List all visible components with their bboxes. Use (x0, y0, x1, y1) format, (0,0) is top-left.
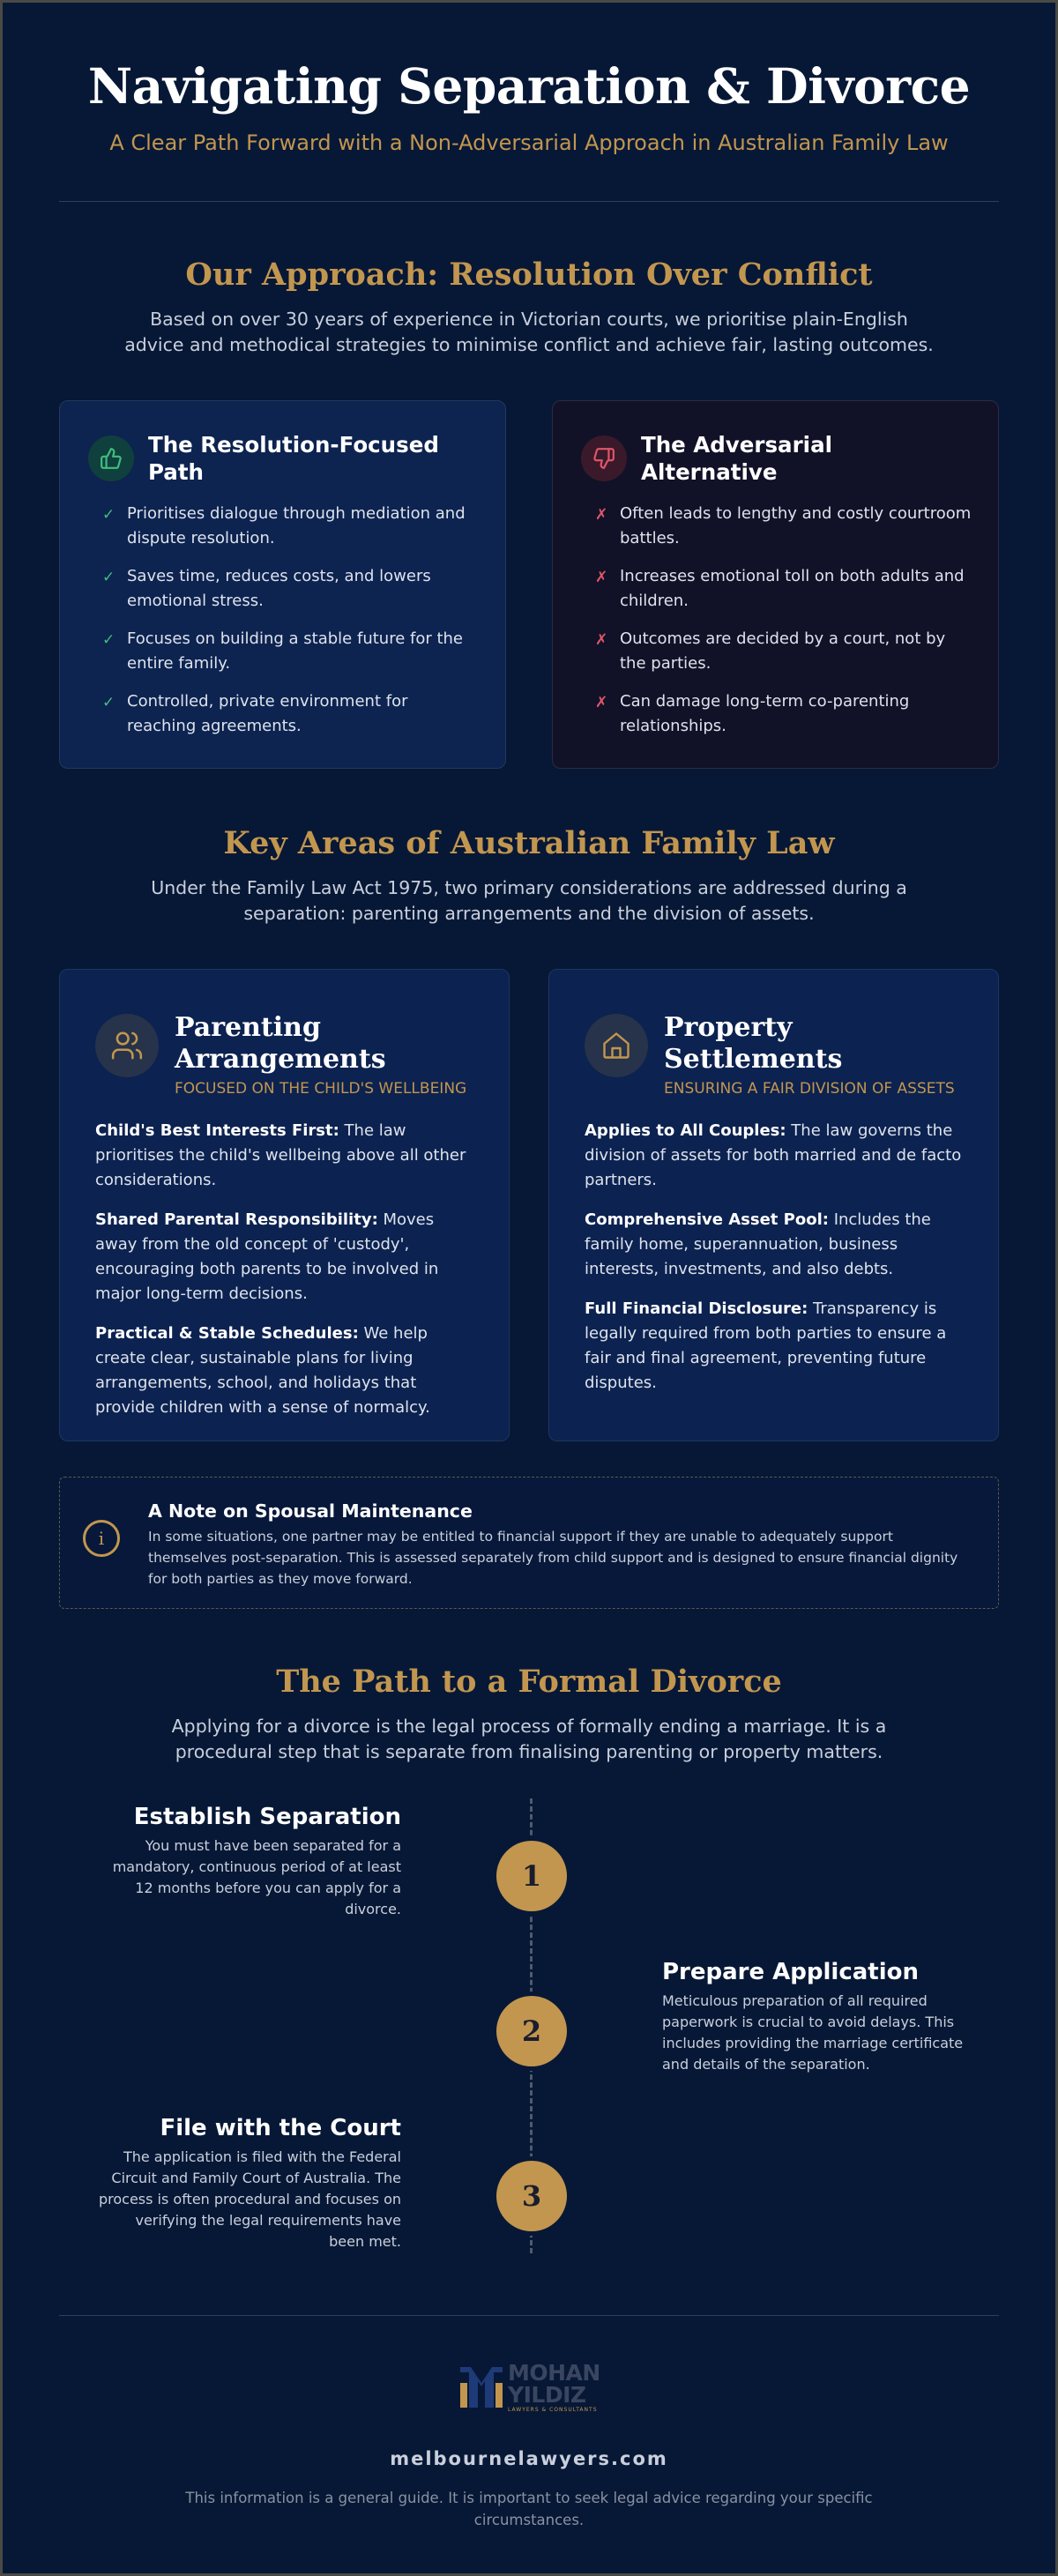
list-item (102, 627, 479, 676)
property-card (548, 969, 999, 1441)
check-icon: ✓ (102, 694, 115, 711)
point-text: Transparency is legally required from both parties to ensure a fair and final agreement, preventing future disputes. (585, 1299, 947, 1392)
page-subtitle: A Clear Path Forward with a Non-Adversarial Approach in Australian Family Law (109, 130, 949, 155)
divorce-intro: Applying for a divorce is the legal process of formally ending a marriage. It is a procedural step that is separate from finalising parenting or property matters. (171, 1716, 887, 1762)
step-text: You must have been separated for a mandatory, continuous period of at least 12 months before you can apply for a divorce. (112, 1837, 401, 1917)
parenting-subtitle: FOCUSED ON THE CHILD'S WELLBEING (175, 1080, 467, 1098)
page-header (3, 3, 1055, 202)
logo-tagline: LAWYERS & CONSULTANTS (508, 2407, 598, 2413)
point-text: The law governs the division of assets for both married and de facto partners. (585, 1121, 962, 1189)
list-item (102, 502, 479, 551)
timeline-step (97, 1804, 401, 1920)
step-number-badge: 2 (496, 1996, 567, 2066)
cross-icon: ✗ (595, 506, 608, 524)
cross-icon: ✗ (595, 569, 608, 586)
step-title: File with the Court (160, 2115, 401, 2141)
step-number-badge: 1 (496, 1841, 567, 1911)
timeline-step (97, 2115, 401, 2252)
point-label: Comprehensive Asset Pool: (585, 1210, 829, 1229)
cross-icon: ✗ (595, 694, 608, 711)
timeline-step (662, 1959, 966, 2075)
resolution-card (59, 400, 506, 769)
step-number-badge: 3 (496, 2161, 567, 2231)
property-card-titles (664, 1012, 963, 1101)
list-item (102, 689, 479, 739)
adversarial-card-title: The Adversarial Alternative (641, 432, 832, 485)
parenting-point (95, 1322, 473, 1420)
note-text: In some situations, one partner may be entitled to financial support if they are unable to adequately support themselves post-separation. This is assessed separately from child support and is designed to ensure financial dignity for both parties as they move forward. (148, 1529, 958, 1587)
disclaimer-text: This information is a general guide. It is important to seek legal advice regarding your specific circumstances. (185, 2490, 873, 2528)
page-title: Navigating Separation & Divorce (87, 57, 971, 115)
check-icon: ✓ (102, 506, 115, 524)
check-icon: ✓ (102, 569, 115, 586)
point-text: The law prioritises the child's wellbeing above all other considerations. (95, 1121, 466, 1189)
step-title: Establish Separation (133, 1804, 401, 1830)
approach-section (3, 257, 1055, 769)
divorce-timeline (3, 1795, 1058, 2253)
company-logo (458, 2353, 600, 2423)
divorce-title: The Path to a Formal Divorce (276, 1664, 782, 1700)
thumbs-down-icon (581, 436, 627, 481)
property-card-header (585, 1012, 963, 1101)
list-item (102, 564, 479, 614)
point-label: Practical & Stable Schedules: (95, 1324, 359, 1343)
step-title: Prepare Application (662, 1959, 920, 1985)
point-label: Applies to All Couples: (585, 1121, 786, 1140)
property-point (585, 1208, 963, 1282)
header-divider (59, 201, 999, 202)
note-title: A Note on Spousal Maintenance (148, 1500, 473, 1522)
key-areas-cards (59, 969, 999, 1441)
list-item-text: Often leads to lengthy and costly courtroom battles. (620, 504, 972, 547)
website-link[interactable]: melbournelawyers.com (390, 2448, 668, 2469)
parenting-card-header (95, 1012, 473, 1101)
key-areas-title: Key Areas of Australian Family Law (223, 825, 835, 861)
resolution-card-title: The Resolution-Focused Path (148, 432, 439, 485)
info-icon: i (83, 1520, 120, 1557)
point-text: We help create clear, sustainable plans for living arrangements, school, and holidays that provide children with a sense of normalcy. (95, 1324, 430, 1417)
point-text: Includes the family home, superannuation, business interests, investments, and also debts. (585, 1210, 931, 1278)
logo-line-2: YILDIZ (508, 2382, 586, 2408)
cross-icon: ✗ (595, 631, 608, 649)
logo-line-1: MOHAN (508, 2360, 600, 2386)
list-item-text: Increases emotional toll on both adults and children. (620, 567, 965, 610)
divorce-section (3, 1664, 1055, 2253)
logo-mark-icon (458, 2362, 504, 2411)
property-title: Property Settlements (664, 1012, 843, 1075)
people-icon (95, 1014, 159, 1077)
list-item-text: Prioritises dialogue through mediation and dispute resolution. (127, 504, 466, 547)
resolution-card-header (88, 431, 479, 486)
point-label: Full Financial Disclosure: (585, 1299, 808, 1318)
list-item (595, 689, 972, 739)
house-icon (585, 1014, 648, 1077)
approach-title: Our Approach: Resolution Over Conflict (185, 257, 873, 293)
point-label: Child's Best Interests First: (95, 1121, 339, 1140)
point-text: Moves away from the old concept of 'custody', encouraging both parents to be involved in major long-term decisions. (95, 1210, 439, 1303)
step-text: The application is filed with the Federal Circuit and Family Court of Australia. The process is often procedural and focuses on verifying the legal requirements have been met. (98, 2148, 401, 2250)
list-item (595, 502, 972, 551)
list-item-text: Outcomes are decided by a court, not by the parties. (620, 629, 946, 673)
approach-cards (59, 400, 999, 769)
footer-divider (59, 2315, 999, 2316)
parenting-point (95, 1119, 473, 1193)
key-areas-section (3, 825, 1055, 1609)
parenting-card (59, 969, 510, 1441)
resolution-list (88, 502, 479, 739)
parenting-title: Parenting Arrangements (175, 1012, 386, 1075)
adversarial-list (581, 502, 972, 739)
key-areas-intro: Under the Family Law Act 1975, two primary considerations are addressed during a separation: parenting arrangements and the division of assets. (151, 877, 907, 924)
list-item (595, 627, 972, 676)
property-point (585, 1119, 963, 1193)
property-subtitle: ENSURING A FAIR DIVISION OF ASSETS (664, 1080, 955, 1098)
parenting-point (95, 1208, 473, 1307)
list-item (595, 564, 972, 614)
check-icon: ✓ (102, 631, 115, 649)
adversarial-card (552, 400, 999, 769)
parenting-card-titles (175, 1012, 473, 1101)
approach-intro: Based on over 30 years of experience in Victorian courts, we prioritise plain-English advice and methodical strategies to minimise conflict and achieve fair, lasting outcomes. (124, 309, 934, 355)
note-body (148, 1500, 963, 1590)
spousal-maintenance-note (59, 1477, 999, 1609)
page-footer (3, 2315, 1055, 2531)
list-item-text: Focuses on building a stable future for the entire family. (127, 629, 464, 673)
thumbs-up-icon (88, 436, 134, 481)
list-item-text: Saves time, reduces costs, and lowers emotional stress. (127, 567, 431, 610)
list-item-text: Controlled, private environment for reaching agreements. (127, 692, 408, 735)
logo-wordmark (508, 2362, 600, 2406)
point-label: Shared Parental Responsibility: (95, 1210, 378, 1229)
property-point (585, 1297, 963, 1396)
adversarial-card-header (581, 431, 972, 486)
list-item-text: Can damage long-term co-parenting relationships. (620, 692, 910, 735)
step-text: Meticulous preparation of all required paperwork is crucial to avoid delays. This includes providing the marriage certificate and details of the separation. (662, 1992, 964, 2073)
